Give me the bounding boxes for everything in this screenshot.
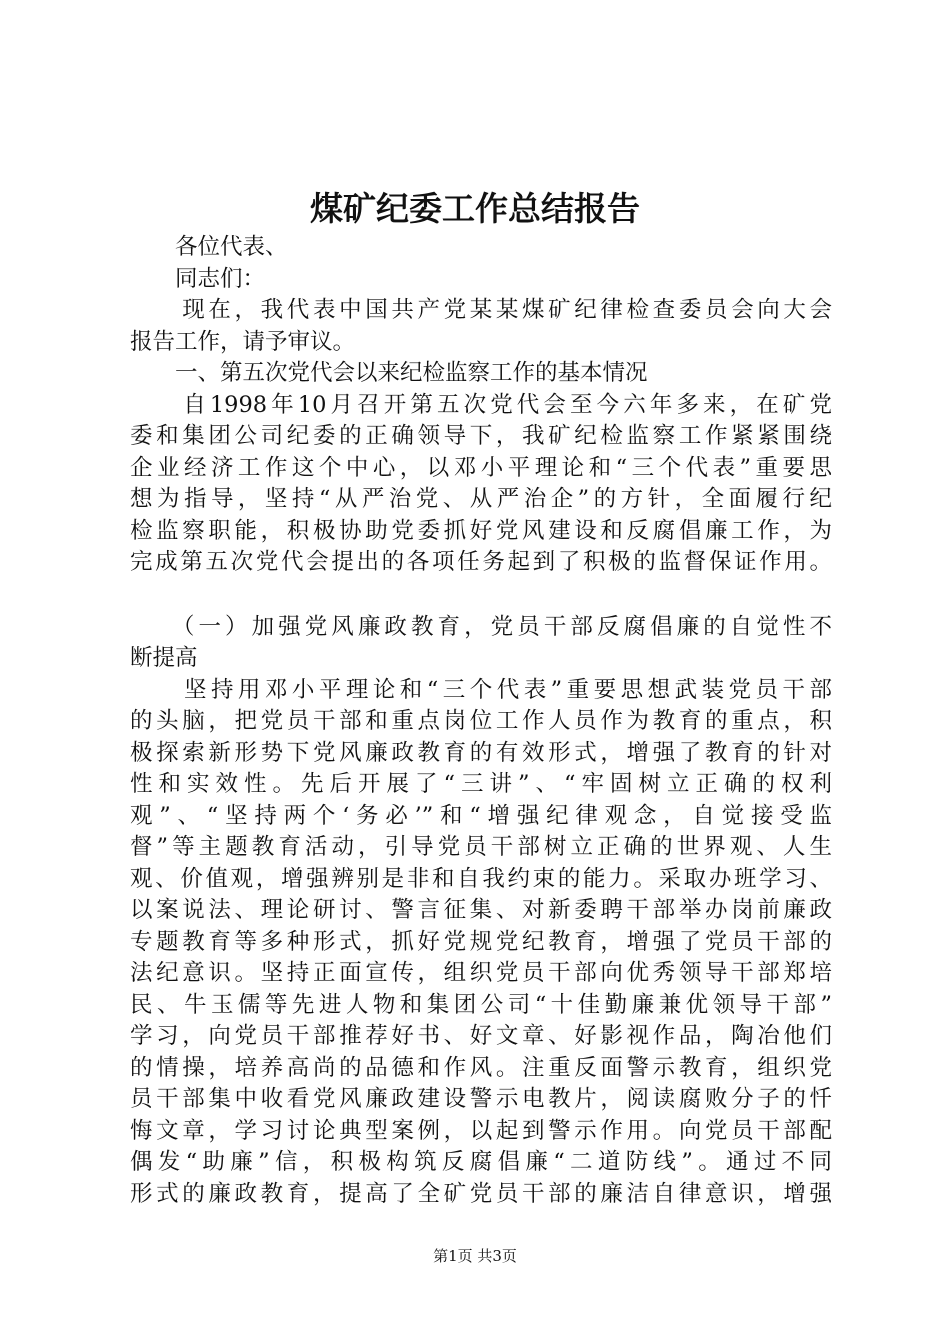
paragraph-gap <box>130 579 832 612</box>
salutation-line: 同志们： <box>130 265 266 292</box>
paragraph-line: 观、价值观，增强辨别是非和自我约束的能力。采取办班学习、 <box>130 865 832 892</box>
intro-line: 报告工作，请予审议。 <box>130 328 356 355</box>
paragraph-line: 自1998年10月召开第五次党代会至今六年多来，在矿党 <box>130 391 832 418</box>
paragraph-line: 偶发“助廉”信，积极构筑反腐倡廉“二道防线”。通过不同 <box>130 1149 832 1175</box>
paragraph-line: 学习，向党员干部推荐好书、好文章、好影视作品，陶冶他们 <box>130 1023 832 1049</box>
paragraph-line: 督”等主题教育活动，引导党员干部树立正确的世界观、人生 <box>130 834 832 860</box>
page-number: 第1页 共3页 <box>433 1247 517 1265</box>
intro-line: 现在，我代表中国共产党某某煤矿纪律检查委员会向大会 <box>130 297 832 323</box>
paragraph-line: 检监察职能，积极协助党委抓好党风建设和反腐倡廉工作，为 <box>130 517 832 544</box>
paragraph-line: 形式的廉政教育，提高了全矿党员干部的廉洁自律意识，增强 <box>130 1180 832 1207</box>
subsection-heading: （一）加强党风廉政教育，党员干部反腐倡廉的自觉性不 <box>130 613 832 640</box>
document-title: 煤矿纪委工作总结报告 <box>310 189 640 228</box>
paragraph-line: 专题教育等多种形式，抓好党规党纪教育，增强了党员干部的 <box>130 928 832 955</box>
paragraph-line: 想为指导，坚持“从严治党、从严治企”的方针，全面履行纪 <box>130 486 832 512</box>
paragraph-line: 坚持用邓小平理论和“三个代表”重要思想武装党员干部 <box>130 676 832 703</box>
section-heading: 一、第五次党代会以来纪检监察工作的基本情况 <box>130 360 648 386</box>
paragraph-line: 极探索新形势下党风廉政教育的有效形式，增强了教育的针对 <box>130 739 832 766</box>
document-body <box>130 232 832 1210</box>
paragraph-line: 法纪意识。坚持正面宣传，组织党员干部向优秀领导干部郑培 <box>130 960 832 986</box>
paragraph-line: 的头脑，把党员干部和重点岗位工作人员作为教育的重点，积 <box>130 708 832 734</box>
paragraph-line: 委和集团公司纪委的正确领导下，我矿纪检监察工作紧紧围绕 <box>130 423 832 449</box>
paragraph-line: 悔文章，学习讨论典型案例，以起到警示作用。向党员干部配 <box>130 1117 832 1144</box>
subsection-heading: 断提高 <box>130 645 198 671</box>
paragraph-line: 员干部集中收看党风廉政建设警示电教片，阅读腐败分子的忏 <box>130 1086 832 1112</box>
paragraph-line: 以案说法、理论研讨、警言征集、对新委聘干部举办岗前廉政 <box>130 897 832 923</box>
paragraph-line: 的情操，培养高尚的品德和作风。注重反面警示教育，组织党 <box>130 1054 832 1081</box>
paragraph-line: 性和实效性。先后开展了“三讲”、“牢固树立正确的权利 <box>130 771 832 797</box>
paragraph-line: 民、牛玉儒等先进人物和集团公司“十佳勤廉兼优领导干部” <box>130 991 832 1018</box>
paragraph-line: 观”、“坚持两个‘务必’”和“增强纪律观念，自觉接受监 <box>130 802 832 829</box>
paragraph-line: 企业经济工作这个中心，以邓小平理论和“三个代表”重要思 <box>130 454 832 481</box>
paragraph-line: 完成第五次党代会提出的各项任务起到了积极的监督保证作用。 <box>130 549 832 575</box>
salutation-line: 各位代表、 <box>130 234 288 260</box>
